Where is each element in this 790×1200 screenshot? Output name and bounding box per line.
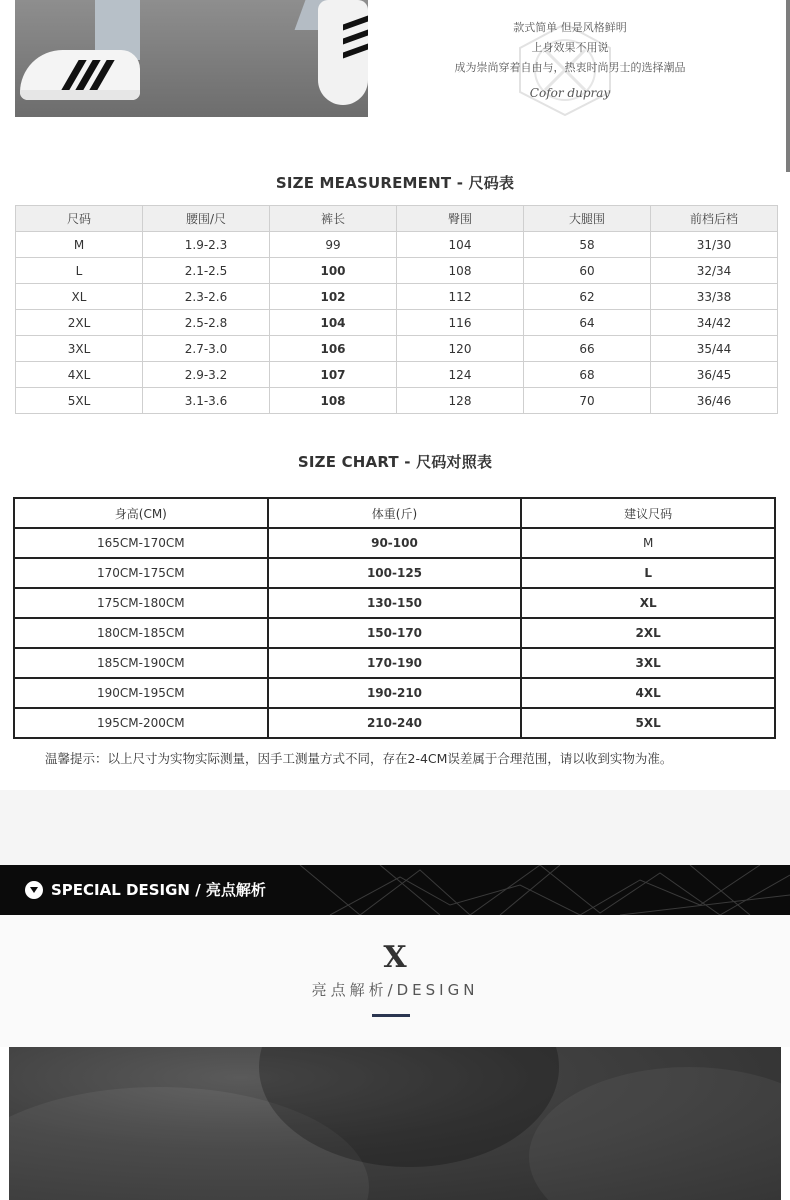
- table-cell: 32/34: [651, 258, 778, 284]
- header-cell: 尺码: [16, 206, 143, 232]
- header-cell: 前档后档: [651, 206, 778, 232]
- table-cell: XL: [16, 284, 143, 310]
- table-cell: 180CM-185CM: [14, 618, 268, 648]
- table-header-row: [14, 498, 775, 528]
- table-row: [14, 588, 775, 618]
- special-design-label: SPECIAL DESIGN / 亮点解析: [51, 881, 266, 899]
- header-cell: 裤长: [270, 206, 397, 232]
- table-cell: 116: [397, 310, 524, 336]
- table-cell: 190-210: [268, 678, 522, 708]
- size-chart-title: SIZE CHART - 尺码对照表: [297, 453, 493, 471]
- shoe-stripe: [343, 15, 368, 30]
- table-cell: 2.3-2.6: [143, 284, 270, 310]
- header-cell: 建议尺码: [521, 498, 775, 528]
- table-row: [14, 558, 775, 588]
- table-cell: 62: [524, 284, 651, 310]
- measurement-title: SIZE MEASUREMENT - 尺码表: [275, 174, 515, 192]
- table-cell: 112: [397, 284, 524, 310]
- table-cell: 150-170: [268, 618, 522, 648]
- table-cell: 195CM-200CM: [14, 708, 268, 738]
- sneaker-left: [20, 50, 140, 100]
- edge-photo-strip: [786, 0, 790, 172]
- shoes-photo: [15, 0, 368, 117]
- table-cell: 3.1-3.6: [143, 388, 270, 414]
- shoe-stripe: [343, 29, 368, 44]
- table-cell: 120: [397, 336, 524, 362]
- table-cell: 34/42: [651, 310, 778, 336]
- table-cell: 104: [270, 310, 397, 336]
- table-row: [14, 708, 775, 738]
- header-cell: 臀围: [397, 206, 524, 232]
- table-cell: 70: [524, 388, 651, 414]
- special-design-banner: [0, 865, 790, 915]
- table-cell: 2.1-2.5: [143, 258, 270, 284]
- table-cell: 130-150: [268, 588, 522, 618]
- table-cell: 106: [270, 336, 397, 362]
- table-cell: 108: [397, 258, 524, 284]
- table-cell: 60: [524, 258, 651, 284]
- spacer-band: [0, 790, 790, 865]
- design-subtitle: 亮点解析/DESIGN: [311, 981, 479, 999]
- table-cell: XL: [521, 588, 775, 618]
- table-cell: 5XL: [16, 388, 143, 414]
- down-triangle-icon: [25, 881, 43, 899]
- top-section: [0, 0, 790, 140]
- header-cell: 腰围/尺: [143, 206, 270, 232]
- table-cell: 99: [270, 232, 397, 258]
- table-cell: 165CM-170CM: [14, 528, 268, 558]
- measurement-table: [15, 205, 778, 414]
- table-cell: 36/46: [651, 388, 778, 414]
- brand-line-1: 款式简单 但是风格鲜明: [513, 21, 627, 34]
- table-row: [14, 618, 775, 648]
- brand-signature: Cofor dupray: [529, 86, 611, 100]
- table-cell: 210-240: [268, 708, 522, 738]
- table-cell: 108: [270, 388, 397, 414]
- table-cell: L: [521, 558, 775, 588]
- table-cell: 107: [270, 362, 397, 388]
- table-cell: 31/30: [651, 232, 778, 258]
- table-cell: 90-100: [268, 528, 522, 558]
- table-row: [14, 678, 775, 708]
- special-design-title: [25, 879, 266, 900]
- header-cell: 大腿围: [524, 206, 651, 232]
- table-row: [16, 258, 778, 284]
- x-logo: X: [383, 940, 407, 975]
- table-cell: 100-125: [268, 558, 522, 588]
- table-cell: 170-190: [268, 648, 522, 678]
- table-cell: 170CM-175CM: [14, 558, 268, 588]
- header-cell: 身高(CM): [14, 498, 268, 528]
- table-cell: 100: [270, 258, 397, 284]
- measurement-note: 温馨提示：以上尺寸为实物实际测量，因手工测量方式不同，存在2-4CM误差属于合理范围，请以收到实物为准。: [45, 751, 673, 766]
- table-row: [16, 310, 778, 336]
- table-cell: 124: [397, 362, 524, 388]
- size-chart-table: [13, 497, 776, 739]
- table-cell: 3XL: [16, 336, 143, 362]
- table-cell: 68: [524, 362, 651, 388]
- table-cell: 190CM-195CM: [14, 678, 268, 708]
- shoe-stripe: [343, 43, 368, 58]
- table-cell: 175CM-180CM: [14, 588, 268, 618]
- table-cell: 185CM-190CM: [14, 648, 268, 678]
- table-cell: 35/44: [651, 336, 778, 362]
- table-row: [14, 528, 775, 558]
- table-cell: 2.7-3.0: [143, 336, 270, 362]
- table-cell: 4XL: [521, 678, 775, 708]
- table-cell: 5XL: [521, 708, 775, 738]
- table-cell: 102: [270, 284, 397, 310]
- table-row: [16, 284, 778, 310]
- brand-description: [430, 18, 710, 128]
- table-row: [16, 232, 778, 258]
- table-cell: 2.5-2.8: [143, 310, 270, 336]
- table-cell: 4XL: [16, 362, 143, 388]
- table-header-row: [16, 206, 778, 232]
- table-row: [16, 362, 778, 388]
- table-cell: M: [16, 232, 143, 258]
- table-cell: 36/45: [651, 362, 778, 388]
- table-cell: 66: [524, 336, 651, 362]
- table-cell: L: [16, 258, 143, 284]
- table-cell: 104: [397, 232, 524, 258]
- table-cell: M: [521, 528, 775, 558]
- table-cell: 64: [524, 310, 651, 336]
- table-cell: 1.9-2.3: [143, 232, 270, 258]
- table-row: [14, 648, 775, 678]
- shoe-sole: [20, 90, 140, 100]
- header-cell: 体重(斤): [268, 498, 522, 528]
- table-row: [16, 336, 778, 362]
- table-cell: 3XL: [521, 648, 775, 678]
- table-cell: 128: [397, 388, 524, 414]
- table-cell: 2.9-3.2: [143, 362, 270, 388]
- table-cell: 58: [524, 232, 651, 258]
- design-divider: [372, 1014, 410, 1017]
- table-row: [16, 388, 778, 414]
- table-cell: 2XL: [16, 310, 143, 336]
- fabric-closeup-photo: [9, 1047, 781, 1200]
- brand-line-2: 上身效果不用说: [531, 41, 609, 54]
- table-cell: 2XL: [521, 618, 775, 648]
- fabric-fold: [529, 1067, 781, 1200]
- table-cell: 33/38: [651, 284, 778, 310]
- sneaker-right: [318, 0, 368, 105]
- brand-line-3: 成为崇尚穿着自由与，热衷时尚男士的选择潮品: [454, 61, 686, 74]
